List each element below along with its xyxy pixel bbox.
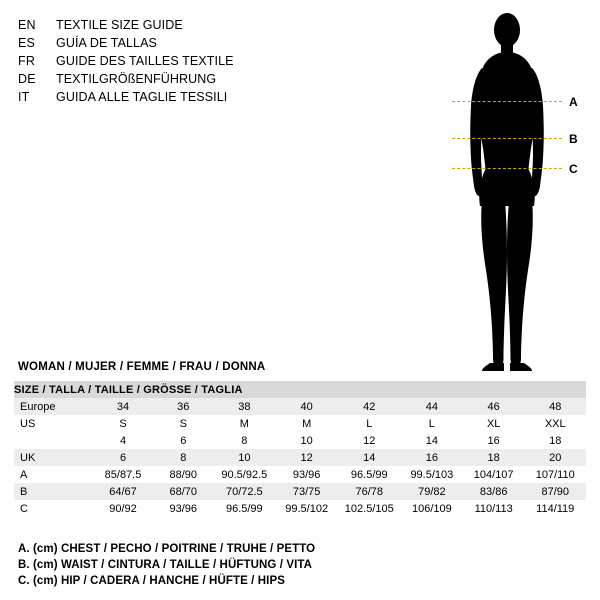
table-cell: 44 (401, 398, 463, 415)
table-cell: 6 (92, 449, 153, 466)
legend-row-chest: A. (cm) CHEST / PECHO / POITRINE / TRUHE / PETTO (18, 543, 316, 555)
row-label: B (14, 483, 92, 500)
table-header-row (14, 381, 586, 398)
table-cell: S (154, 415, 214, 432)
table-cell: 76/78 (338, 483, 401, 500)
row-label: A (14, 466, 92, 483)
table-row (14, 500, 586, 517)
table-cell: 104/107 (463, 466, 525, 483)
table-cell: 96.5/99 (213, 500, 276, 517)
legend-row-waist: B. (cm) WAIST / CINTURA / TAILLE / HÜFTUNG / VITA (18, 559, 313, 571)
table-cell: L (401, 415, 463, 432)
table-cell: 73/75 (276, 483, 338, 500)
table-cell: 107/110 (524, 466, 586, 483)
language-code: FR (18, 54, 36, 68)
table-cell: 93/96 (154, 500, 214, 517)
table-row (14, 483, 586, 500)
table-cell: 70/72.5 (213, 483, 276, 500)
table-cell: 14 (401, 432, 463, 449)
table-cell: 99.5/102 (276, 500, 338, 517)
table-cell: 79/82 (401, 483, 463, 500)
table-cell: 38 (213, 398, 276, 415)
table-cell: 85/87.5 (92, 466, 153, 483)
table-cell: M (276, 415, 338, 432)
table-row (14, 466, 586, 483)
silhouette-icon (430, 8, 590, 376)
measurement-legend (18, 541, 578, 589)
table-cell: 18 (463, 449, 525, 466)
table-cell: 20 (524, 449, 586, 466)
table-cell: 34 (92, 398, 153, 415)
table-cell: 99.5/103 (401, 466, 463, 483)
row-label: UK (14, 449, 92, 466)
guide-label-c: C (569, 162, 578, 176)
table-cell: XL (463, 415, 525, 432)
table-cell: 110/113 (463, 500, 525, 517)
table-cell: 40 (276, 398, 338, 415)
guide-line-waist (452, 138, 562, 139)
table-cell: 6 (154, 432, 214, 449)
guide-label-a: A (569, 95, 578, 109)
table-row (14, 432, 586, 449)
table-cell: 90/92 (92, 500, 153, 517)
guide-label-b: B (569, 132, 578, 146)
table-row (14, 398, 586, 415)
language-row (18, 16, 348, 34)
legend-row-hip: C. (cm) HIP / CADERA / HANCHE / HÜFTE / HIPS (18, 575, 286, 587)
table-cell: 87/90 (524, 483, 586, 500)
table-cell: 8 (154, 449, 214, 466)
language-code: ES (18, 36, 36, 50)
language-title: GUIDE DES TAILLES TEXTILE (56, 54, 234, 68)
row-label (14, 432, 92, 449)
table-cell: 96.5/99 (338, 466, 401, 483)
female-silhouette-figure (430, 8, 590, 376)
language-row (18, 88, 348, 106)
row-label: C (14, 500, 92, 517)
table-cell: L (338, 415, 401, 432)
table-cell: 90.5/92.5 (213, 466, 276, 483)
table-cell: 10 (276, 432, 338, 449)
table-cell: 36 (154, 398, 214, 415)
table-cell: 102.5/105 (338, 500, 401, 517)
table-cell: 10 (213, 449, 276, 466)
table-cell: 106/109 (401, 500, 463, 517)
table-cell: 4 (92, 432, 153, 449)
table-cell: XXL (524, 415, 586, 432)
guide-line-chest (452, 101, 562, 102)
table-cell: 14 (338, 449, 401, 466)
table-cell: 12 (276, 449, 338, 466)
language-title: GUIDA ALLE TAGLIE TESSILI (56, 90, 228, 104)
table-cell: 42 (338, 398, 401, 415)
language-code: DE (18, 72, 36, 86)
language-title-list (18, 16, 348, 106)
language-title: TEXTILGRÖßENFÜHRUNG (56, 72, 217, 86)
table-cell: 64/67 (92, 483, 153, 500)
table-row (14, 449, 586, 466)
table-header-label: SIZE / TALLA / TAILLE / GRÖSSE / TAGLIA (14, 381, 586, 398)
table-cell: 68/70 (154, 483, 214, 500)
table-cell: 48 (524, 398, 586, 415)
language-title: TEXTILE SIZE GUIDE (56, 18, 183, 32)
table-row (14, 415, 586, 432)
language-row (18, 34, 348, 52)
table-cell: M (213, 415, 276, 432)
language-row (18, 52, 348, 70)
table-cell: 88/90 (154, 466, 214, 483)
table-cell: S (92, 415, 153, 432)
table-cell: 46 (463, 398, 525, 415)
guide-line-hip (452, 168, 562, 169)
row-label: US (14, 415, 92, 432)
language-code: EN (18, 18, 36, 32)
table-cell: 16 (401, 449, 463, 466)
table-cell: 18 (524, 432, 586, 449)
table-cell: 93/96 (276, 466, 338, 483)
language-code: IT (18, 90, 30, 104)
table-cell: 8 (213, 432, 276, 449)
size-table (14, 381, 586, 517)
table-cell: 114/119 (524, 500, 586, 517)
table-cell: 16 (463, 432, 525, 449)
language-title: GUÍA DE TALLAS (56, 36, 157, 50)
language-row (18, 70, 348, 88)
table-cell: 83/86 (463, 483, 525, 500)
table-category-title: WOMAN / MUJER / FEMME / FRAU / DONNA (18, 361, 266, 373)
table-cell: 12 (338, 432, 401, 449)
row-label: Europe (14, 398, 92, 415)
